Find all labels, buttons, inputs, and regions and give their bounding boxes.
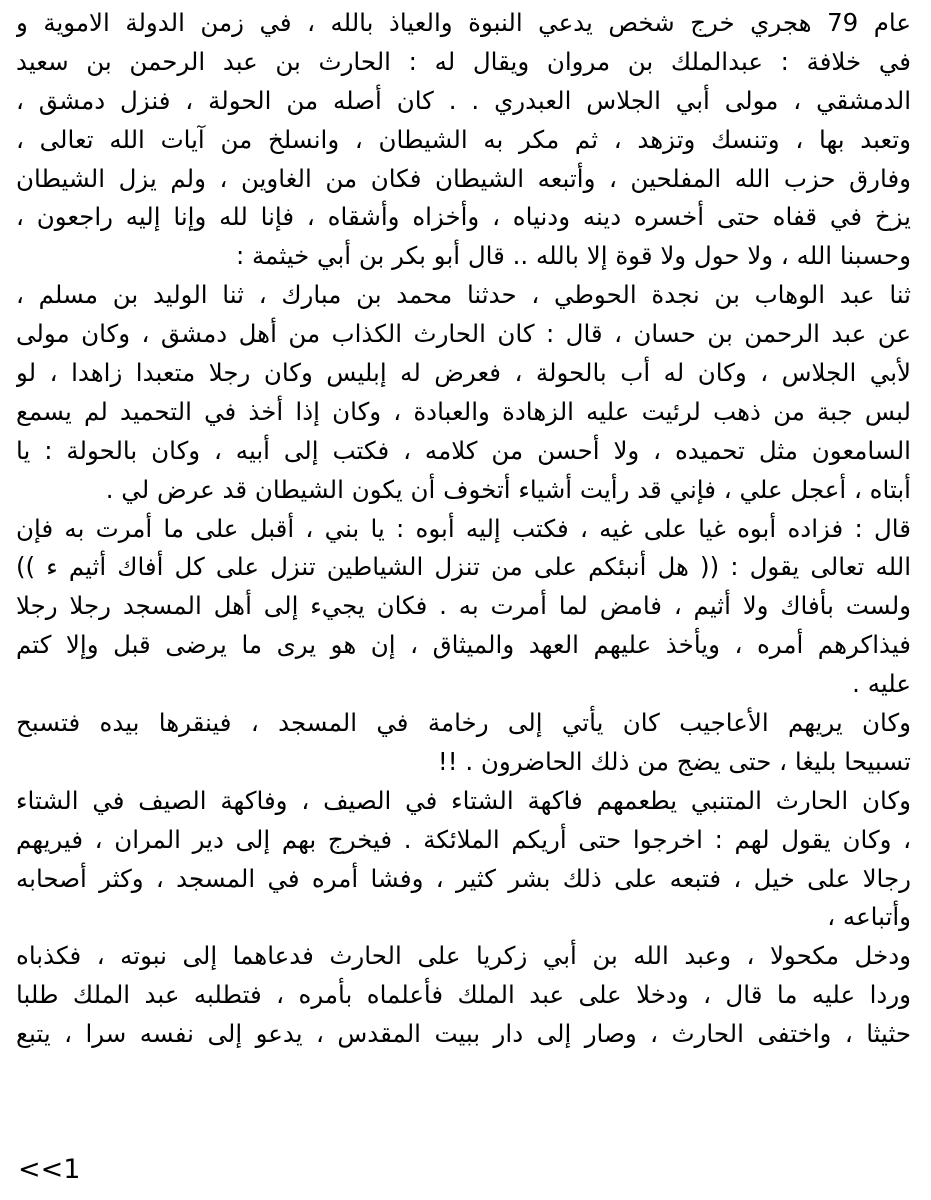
text-line-25: ودخل مكحولا ، وعبد الله بن أبي زكريا على الحارث فدعاهما إلى نبوته ، فكذباه [16, 941, 911, 971]
text-line-23: رجالا على خيل ، فتبعه على ذلك بشر كثير ، وفشا أمره في المسجد ، وكثر أصحابه [16, 863, 911, 893]
text-line-26: وردا عليه ما قال ، ودخلا على عبد الملك فأعلماه بأمره ، فتطلبه عبد الملك طلبا [16, 980, 911, 1010]
text-line-24: وأتباعه ، [827, 902, 911, 932]
text-line-7: وحسبنا الله ، ولا حول ولا قوة إلا بالله .. قال أبو بكر بن أبي خيثمة : [235, 241, 911, 271]
text-line-6: يزخ في قفاه حتى أخسره دينه ودنياه ، وأخزاه وأشقاه ، فإنا لله وإنا إليه راجعون ، [16, 202, 911, 232]
text-line-21: وكان الحارث المتنبي يطعمهم فاكهة الشتاء في الصيف ، وفاكهة الصيف في الشتاء [16, 785, 911, 815]
text-line-9: عن عبد الرحمن بن حسان ، قال : كان الحارث الكذاب من أهل دمشق ، وكان مولى [16, 319, 911, 349]
text-line-11: لبس جبة من ذهب لرئيت عليه الزهادة والعبادة ، وكان إذا أخذ في التحميد لم يسمع [16, 396, 911, 426]
text-line-14: قال : فزاده أبوه غيا على غيه ، فكتب إليه أبوه : يا بني ، أقبل على ما أمرت به فإن [16, 513, 911, 543]
text-line-13: أبتاه ، أعجل علي ، فإني قد رأيت أشياء أتخوف أن يكون الشيطان قد عرض لي . [105, 474, 911, 504]
text-line-20: تسبيحا بليغا ، حتى يضج من ذلك الحاضرون . !! [437, 746, 911, 776]
text-line-2: في خلافة : عبدالملك بن مروان ويقال له : الحارث بن عبد الرحمن بن سعيد [16, 46, 911, 76]
text-line-15: الله تعالى يقول : (( هل أنبئكم على من تنزل الشياطين تنزل على كل أفاك أثيم ء )) [16, 552, 911, 582]
text-line-18: عليه . [852, 669, 911, 699]
text-line-5: وفارق حزب الله المفلحين ، وأتبعه الشيطان فكان من الغاوين ، ولم يزل الشيطان [16, 163, 911, 193]
text-line-19: وكان يريهم الأعاجيب كان يأتي إلى رخامة في المسجد ، فينقرها بيده فتسبح [16, 708, 911, 738]
page-number-marker: <<1 [18, 1154, 81, 1185]
text-line-12: السامعون مثل تحميده ، ولا أحسن من كلامه ، فكتب إلى أبيه ، وكان بالحولة : يا [16, 435, 911, 465]
text-line-10: لأبي الجلاس ، وكان له أب بالحولة ، فعرض له إبليس وكان رجلا متعبدا زاهدا ، لو [16, 358, 911, 388]
text-line-3: الدمشقي ، مولى أبي الجلاس العبدري . . كان أصله من الحولة ، فنزل دمشق ، [16, 85, 911, 115]
text-line-17: فيذاكرهم أمره ، ويأخذ عليهم العهد والميثاق ، إن هو يرى ما يرضى قبل وإلا كتم [16, 630, 911, 660]
text-line-27: حثيثا ، واختفى الحارث ، وصار إلى دار ببيت المقدس ، يدعو إلى نفسه سرا ، يتبع [16, 1019, 911, 1049]
text-line-22: ، وكان يقول لهم : اخرجوا حتى أريكم الملائكة . فيخرج بهم إلى دير المران ، فيريهم [16, 824, 911, 854]
text-line-8: ثنا عبد الوهاب بن نجدة الحوطي ، حدثنا محمد بن مبارك ، ثنا الوليد بن مسلم ، [16, 280, 911, 310]
text-line-1: عام 79 هجري خرج شخص يدعي النبوة والعياذ بالله ، في زمن الدولة الاموية و [16, 8, 911, 37]
text-line-4: وتعبد بها ، وتنسك وتزهد ، ثم مكر به الشيطان ، وانسلخ من آيات الله تعالى ، [16, 124, 911, 154]
text-line-16: ولست بأفاك ولا أثيم ، فامض لما أمرت به . فكان يجيء إلى أهل المسجد رجلا رجلا [16, 591, 911, 621]
article-body [16, 4, 911, 1054]
